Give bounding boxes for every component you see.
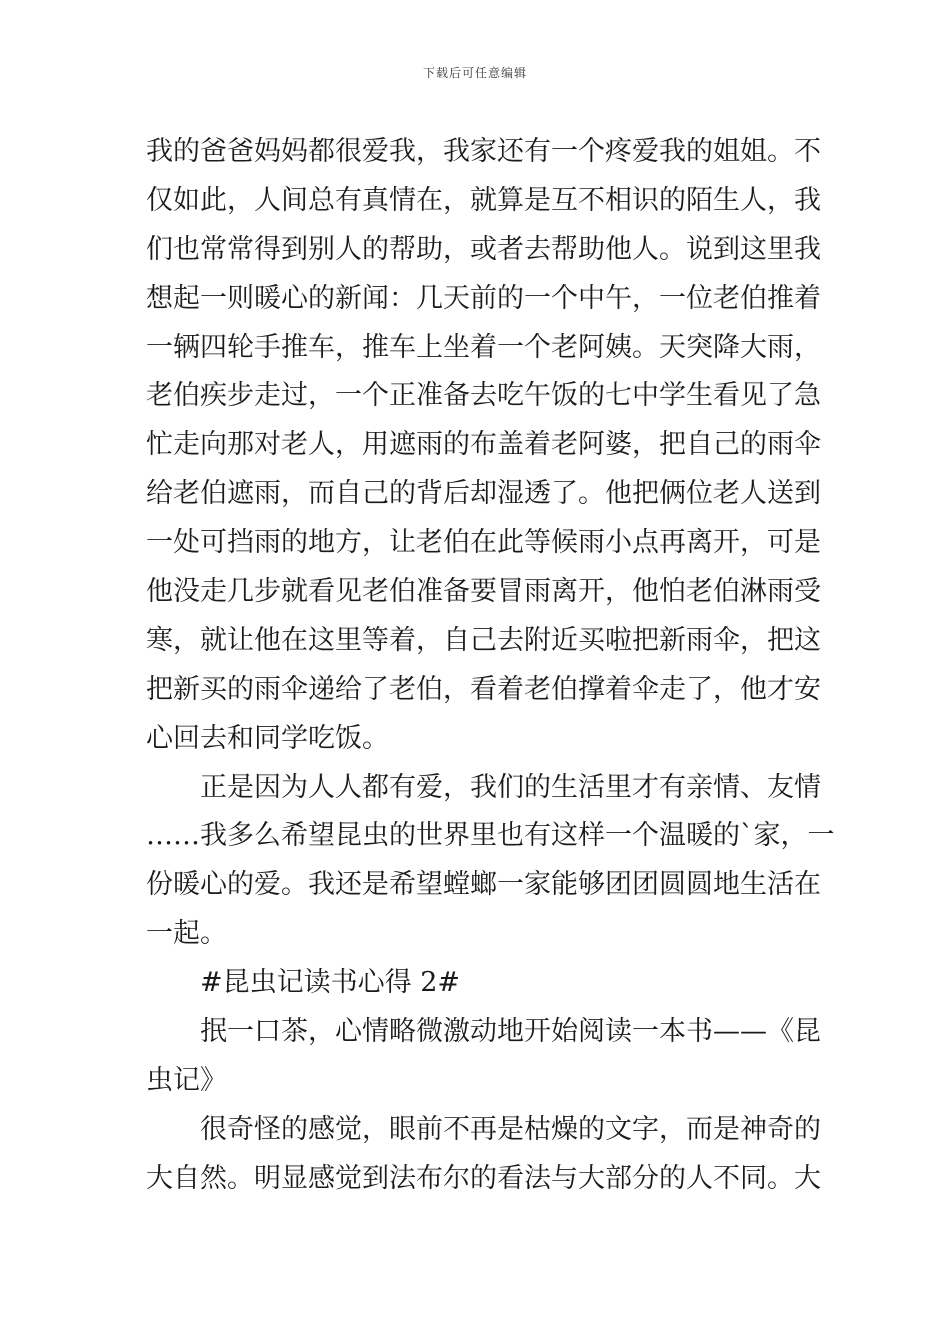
document-body [146,128,835,1204]
text-line: 大自然。明显感觉到法布尔的看法与大部分的人不同。大 [146,1162,821,1194]
text-line: 正是因为人人都有爱，我们的生活里才有亲情、友情 [200,771,821,803]
text-line: 把新买的雨伞递给了老伯，看着老伯撑着伞走了，他才安 [146,673,821,705]
text-line: 抿一口茶，心情略微激动地开始阅读一本书——《昆 [200,1016,821,1048]
text-line: ……我多么希望昆虫的世界里也有这样一个温暖的`家，一 [146,820,835,852]
text-line: 很奇怪的感觉，眼前不再是枯燥的文字，而是神奇的 [200,1113,821,1145]
text-line: 给老伯遮雨，而自己的背后却湿透了。他把俩位老人送到 [146,478,821,510]
text-line: 他没走几步就看见老伯准备要冒雨离开，他怕老伯淋雨受 [146,576,821,608]
text-line: 想起一则暖心的新闻：几天前的一个中午，一位老伯推着 [146,282,821,314]
text-line: 们也常常得到别人的帮助，或者去帮助他人。说到这里我 [146,233,821,265]
text-line: #昆虫记读书心得 2# [200,967,461,999]
text-line: 寒，就让他在这里等着，自己去附近买啦把新雨伞，把这 [146,624,821,656]
text-line: 虫记》 [146,1064,227,1096]
text-line: 份暖心的爱。我还是希望螳螂一家能够团团圆圆地生活在 [146,869,821,901]
text-line: 一辆四轮手推车，推车上坐着一个老阿姨。天突降大雨， [146,331,821,363]
text-line: 仅如此，人间总有真情在，就算是互不相识的陌生人，我 [146,184,821,216]
text-line: 心回去和同学吃饭。 [146,722,389,754]
page-header: 下载后可任意编辑 [422,66,527,80]
text-line: 一起。 [146,918,227,950]
text-line: 老伯疾步走过，一个正准备去吃午饭的七中学生看见了急 [146,380,821,412]
text-line: 我的爸爸妈妈都很爱我，我家还有一个疼爱我的姐姐。不 [146,136,821,167]
text-line: 一处可挡雨的地方，让老伯在此等候雨小点再离开，可是 [146,527,821,559]
text-line: 忙走向那对老人，用遮雨的布盖着老阿婆，把自己的雨伞 [146,429,821,461]
